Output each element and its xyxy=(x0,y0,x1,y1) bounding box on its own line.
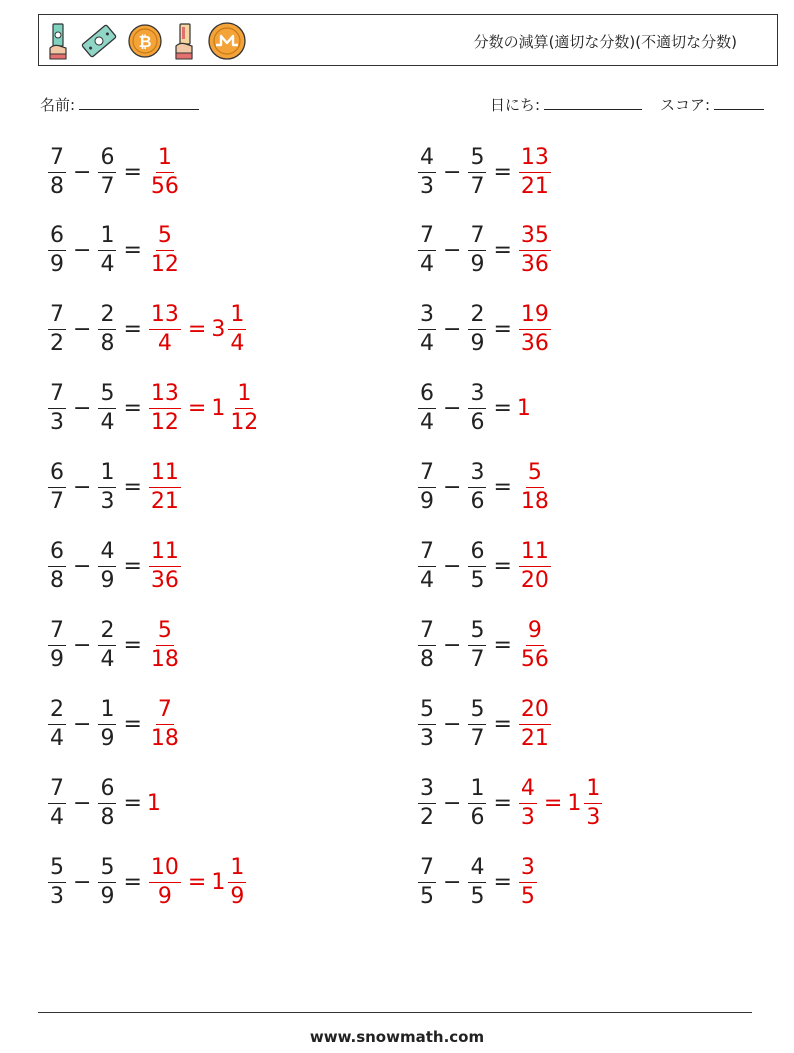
score-label: スコア: xyxy=(660,96,711,114)
answer-equals-sign: = xyxy=(187,396,207,422)
subtrahend-fraction xyxy=(98,225,116,276)
equals-sign: = xyxy=(493,159,512,185)
answer-fraction xyxy=(149,144,181,199)
minuend-fraction-denominator: 3 xyxy=(50,410,64,436)
minuend-fraction-denominator: 4 xyxy=(50,804,64,830)
mixed-whole: 1 xyxy=(567,790,582,816)
answer-fraction-numerator: 1 xyxy=(156,147,174,173)
answer-fraction-numerator: 7 xyxy=(156,699,174,725)
minuend-fraction-numerator: 5 xyxy=(48,857,66,883)
answer-fraction xyxy=(519,225,551,276)
problem-item xyxy=(46,850,248,914)
subtrahend-fraction-numerator: 1 xyxy=(468,778,486,804)
answer-fraction-numerator: 35 xyxy=(519,225,551,251)
answer-fraction-numerator: 10 xyxy=(149,857,181,883)
answer xyxy=(147,383,262,434)
minus-sign: − xyxy=(443,475,462,501)
equals-sign: = xyxy=(493,632,512,658)
minuend-fraction-denominator: 9 xyxy=(50,252,64,278)
answer-fraction xyxy=(519,541,551,592)
answer-fraction xyxy=(519,462,551,513)
answer-fraction-denominator: 5 xyxy=(520,883,535,909)
problem-item xyxy=(416,298,553,362)
subtrahend-fraction-numerator: 5 xyxy=(98,857,116,883)
subtrahend-fraction-denominator: 9 xyxy=(470,331,485,357)
equals-sign: = xyxy=(123,554,142,579)
answer xyxy=(147,304,248,355)
minuend-fraction xyxy=(48,854,66,909)
header-icons xyxy=(47,21,247,61)
answer-fraction-denominator: 12 xyxy=(150,252,179,278)
minuend-fraction-denominator: 8 xyxy=(50,568,64,593)
subtrahend-fraction-numerator: 5 xyxy=(98,383,116,409)
name-field xyxy=(40,94,199,115)
answer-fraction-numerator: 13 xyxy=(519,147,551,173)
answer xyxy=(147,617,183,672)
minuend-fraction-denominator: 9 xyxy=(420,489,434,515)
subtrahend-fraction xyxy=(98,462,116,513)
minus-sign: − xyxy=(73,396,92,422)
answer-fraction-denominator: 21 xyxy=(150,489,179,515)
minuend-fraction xyxy=(48,225,66,276)
minuend-fraction xyxy=(48,617,66,672)
subtrahend-fraction-denominator: 7 xyxy=(470,646,485,672)
minuend-fraction-numerator: 7 xyxy=(48,147,66,173)
subtrahend-fraction-numerator: 2 xyxy=(98,620,116,646)
answer-fraction-denominator: 20 xyxy=(520,568,549,593)
equals-sign: = xyxy=(123,159,142,185)
mixed-fraction xyxy=(228,304,246,355)
subtrahend-fraction-denominator: 5 xyxy=(470,883,485,909)
subtrahend-fraction-numerator: 5 xyxy=(468,147,486,173)
footer-url: www.snowmath.com xyxy=(309,1028,485,1046)
answer-fraction xyxy=(519,617,551,672)
subtrahend-fraction xyxy=(468,383,486,434)
subtrahend-fraction-denominator: 4 xyxy=(100,646,115,672)
answer xyxy=(517,304,553,355)
minus-sign: − xyxy=(443,869,462,895)
subtrahend-fraction-denominator: 9 xyxy=(100,725,115,751)
subtrahend-fraction xyxy=(98,696,116,751)
subtrahend-fraction xyxy=(98,383,116,434)
answer xyxy=(517,775,604,830)
subtrahend-fraction-numerator: 2 xyxy=(468,304,486,330)
minuend-fraction xyxy=(48,462,66,513)
minuend-fraction-numerator: 7 xyxy=(418,462,436,488)
mixed-whole: 1 xyxy=(211,396,226,422)
worksheet-title: 分数の減算(適切な分数)(不適切な分数) xyxy=(473,33,737,51)
minus-sign: − xyxy=(443,238,462,264)
answer-equals-sign: = xyxy=(187,317,207,343)
equals-sign: = xyxy=(123,396,142,422)
problem-item xyxy=(46,456,183,520)
subtrahend-fraction-denominator: 9 xyxy=(100,568,115,593)
answer xyxy=(147,225,183,276)
subtrahend-fraction-numerator: 6 xyxy=(468,541,486,567)
subtrahend-fraction-denominator: 4 xyxy=(100,410,115,436)
answer-fraction-numerator: 11 xyxy=(519,541,551,567)
answer-equals-sign: = xyxy=(187,869,207,895)
minuend-fraction-denominator: 4 xyxy=(420,331,434,357)
minus-sign: − xyxy=(73,238,92,264)
minuend-fraction-denominator: 8 xyxy=(420,646,434,672)
subtrahend-fraction-denominator: 8 xyxy=(100,804,115,830)
minuend-fraction-numerator: 7 xyxy=(418,541,436,567)
answer-fraction-numerator: 4 xyxy=(519,778,537,804)
minuend-fraction-denominator: 3 xyxy=(420,173,434,199)
answer-fraction-denominator: 18 xyxy=(520,489,549,515)
problem-item xyxy=(46,613,183,677)
minuend-fraction xyxy=(418,304,436,355)
problem-item xyxy=(416,219,553,283)
answer-fraction-denominator: 21 xyxy=(520,173,549,199)
equals-sign: = xyxy=(493,869,512,895)
answer xyxy=(147,791,162,816)
minus-sign: − xyxy=(73,869,92,895)
problem-item xyxy=(416,456,553,520)
answer-fraction-denominator: 21 xyxy=(520,725,549,751)
minuend-fraction xyxy=(418,854,436,909)
mixed-fraction-denominator: 12 xyxy=(230,410,259,436)
equals-sign: = xyxy=(493,396,512,422)
minuend-fraction-numerator: 6 xyxy=(48,462,66,488)
problem-item xyxy=(46,140,183,204)
minuend-fraction-denominator: 3 xyxy=(50,883,64,909)
equals-sign: = xyxy=(123,238,142,264)
card-hand-icon xyxy=(173,22,197,60)
problem-item xyxy=(416,377,532,441)
subtrahend-fraction-numerator: 5 xyxy=(468,699,486,725)
subtrahend-fraction xyxy=(468,144,486,199)
answer xyxy=(147,541,183,592)
answer xyxy=(147,854,248,909)
subtrahend-fraction xyxy=(468,775,486,830)
minus-sign: − xyxy=(443,711,462,737)
subtrahend-fraction xyxy=(98,144,116,199)
minuend-fraction-numerator: 2 xyxy=(48,699,66,725)
equals-sign: = xyxy=(493,711,512,737)
subtrahend-fraction-numerator: 1 xyxy=(98,699,116,725)
answer-whole: 1 xyxy=(146,790,161,816)
minus-sign: − xyxy=(73,475,92,501)
answer-fraction-numerator: 13 xyxy=(149,383,181,409)
minuend-fraction xyxy=(48,775,66,830)
minus-sign: − xyxy=(443,554,462,579)
minuend-fraction-numerator: 7 xyxy=(48,778,66,804)
subtrahend-fraction-numerator: 7 xyxy=(468,225,486,251)
minuend-fraction-numerator: 7 xyxy=(418,620,436,646)
name-blank[interactable] xyxy=(79,95,199,110)
subtrahend-fraction xyxy=(98,304,116,355)
minus-sign: − xyxy=(443,632,462,658)
subtrahend-fraction-denominator: 8 xyxy=(100,331,115,357)
minuend-fraction-numerator: 7 xyxy=(48,620,66,646)
date-field xyxy=(490,94,642,115)
minuend-fraction-numerator: 4 xyxy=(418,147,436,173)
answer-fraction-numerator: 11 xyxy=(149,462,181,488)
subtrahend-fraction-denominator: 9 xyxy=(470,252,485,278)
minuend-fraction xyxy=(48,304,66,355)
answer xyxy=(517,225,553,276)
subtrahend-fraction-denominator: 7 xyxy=(470,725,485,751)
minuend-fraction xyxy=(418,383,436,434)
minuend-fraction xyxy=(48,144,66,199)
problem-item xyxy=(46,298,248,362)
name-label: 名前: xyxy=(40,96,76,114)
minus-sign: − xyxy=(443,317,462,343)
svg-text:₿: ₿ xyxy=(138,32,152,51)
header-box xyxy=(38,14,778,66)
answer xyxy=(147,696,183,751)
answer-fraction-numerator: 13 xyxy=(149,304,181,330)
answer-fraction-numerator: 20 xyxy=(519,699,551,725)
answer-fraction-denominator: 4 xyxy=(157,331,172,357)
minuend-fraction-denominator: 4 xyxy=(420,410,434,436)
subtrahend-fraction-denominator: 6 xyxy=(470,804,485,830)
answer-fraction xyxy=(519,304,551,355)
answer-fraction-denominator: 3 xyxy=(520,804,535,830)
problem-item xyxy=(46,771,162,835)
subtrahend-fraction-denominator: 9 xyxy=(100,883,115,909)
minus-sign: − xyxy=(443,159,462,185)
answer-fraction-denominator: 56 xyxy=(150,173,179,199)
equals-sign: = xyxy=(123,632,142,658)
minuend-fraction-denominator: 5 xyxy=(420,883,434,909)
answer-fraction xyxy=(149,304,181,355)
subtrahend-fraction-denominator: 3 xyxy=(100,489,115,515)
answer-fraction-denominator: 36 xyxy=(520,252,549,278)
answer-fraction-numerator: 19 xyxy=(519,304,551,330)
minus-sign: − xyxy=(73,632,92,658)
minuend-fraction-numerator: 7 xyxy=(418,225,436,251)
answer-fraction-numerator: 9 xyxy=(526,620,544,646)
subtrahend-fraction-numerator: 6 xyxy=(98,778,116,804)
minus-sign: − xyxy=(443,790,462,816)
subtrahend-fraction xyxy=(468,462,486,513)
minuend-fraction-denominator: 4 xyxy=(420,568,434,593)
answer-fraction-numerator: 5 xyxy=(526,462,544,488)
minuend-fraction-numerator: 3 xyxy=(418,304,436,330)
answer-fraction-numerator: 5 xyxy=(156,225,174,251)
answer-fraction xyxy=(149,383,181,434)
answer-fraction xyxy=(149,225,181,276)
score-blank[interactable] xyxy=(714,95,764,110)
minuend-fraction-numerator: 6 xyxy=(48,225,66,251)
subtrahend-fraction-numerator: 3 xyxy=(468,383,486,409)
answer-whole: 1 xyxy=(516,396,531,422)
monero-coin-icon xyxy=(207,21,247,61)
answer-fraction xyxy=(519,696,551,751)
minuend-fraction-numerator: 7 xyxy=(48,304,66,330)
minuend-fraction-denominator: 7 xyxy=(50,489,64,515)
problem-item xyxy=(46,377,262,441)
minus-sign: − xyxy=(73,554,92,579)
mixed-fraction-numerator: 1 xyxy=(584,778,602,804)
subtrahend-fraction-numerator: 1 xyxy=(98,462,116,488)
date-blank[interactable] xyxy=(544,95,642,110)
answer xyxy=(517,396,532,421)
minuend-fraction-numerator: 7 xyxy=(48,383,66,409)
subtrahend-fraction xyxy=(468,304,486,355)
mixed-fraction-numerator: 1 xyxy=(228,857,246,883)
minuend-fraction xyxy=(418,462,436,513)
problem-item xyxy=(416,535,553,599)
answer-fraction-denominator: 12 xyxy=(150,410,179,436)
equals-sign: = xyxy=(123,869,142,895)
answer-fraction xyxy=(519,144,551,199)
minuend-fraction xyxy=(48,541,66,592)
answer xyxy=(517,541,553,592)
equals-sign: = xyxy=(493,475,512,501)
minuend-fraction-denominator: 2 xyxy=(50,331,64,357)
problem-item xyxy=(416,692,553,756)
minuend-fraction-numerator: 3 xyxy=(418,778,436,804)
date-label: 日にち: xyxy=(490,96,541,114)
score-field xyxy=(660,94,764,115)
problem-item xyxy=(46,535,183,599)
minuend-fraction-numerator: 6 xyxy=(48,541,66,567)
mixed-fraction xyxy=(228,383,260,434)
subtrahend-fraction xyxy=(98,617,116,672)
answer-fraction xyxy=(149,854,181,909)
answer-fraction xyxy=(149,617,181,672)
answer-fraction xyxy=(519,854,537,909)
subtrahend-fraction-denominator: 7 xyxy=(100,173,115,199)
problem-item xyxy=(416,771,604,835)
answer xyxy=(517,617,553,672)
subtrahend-fraction xyxy=(98,854,116,909)
bitcoin-coin-icon xyxy=(127,23,163,59)
minuend-fraction-denominator: 9 xyxy=(50,646,64,672)
minuend-fraction-numerator: 6 xyxy=(418,383,436,409)
answer xyxy=(517,144,553,199)
minuend-fraction-denominator: 3 xyxy=(420,725,434,751)
answer xyxy=(517,462,553,513)
problem-item xyxy=(46,219,183,283)
minus-sign: − xyxy=(73,159,92,185)
banknote-icon xyxy=(81,23,117,59)
subtrahend-fraction-denominator: 6 xyxy=(470,489,485,515)
equals-sign: = xyxy=(493,317,512,343)
money-hand-icon xyxy=(47,22,71,60)
subtrahend-fraction-numerator: 1 xyxy=(98,225,116,251)
answer-fraction-denominator: 36 xyxy=(150,568,179,593)
equals-sign: = xyxy=(493,554,512,579)
minuend-fraction xyxy=(418,144,436,199)
answer-fraction xyxy=(519,775,537,830)
mixed-fraction-denominator: 3 xyxy=(586,804,601,830)
problem-item xyxy=(416,850,539,914)
answer-fraction xyxy=(149,696,181,751)
answer xyxy=(147,144,183,199)
subtrahend-fraction-numerator: 4 xyxy=(468,857,486,883)
minuend-fraction xyxy=(418,696,436,751)
subtrahend-fraction-numerator: 5 xyxy=(468,620,486,646)
subtrahend-fraction-denominator: 6 xyxy=(470,410,485,436)
answer xyxy=(517,854,539,909)
mixed-fraction xyxy=(228,854,246,909)
subtrahend-fraction xyxy=(98,541,116,592)
mixed-fraction-numerator: 1 xyxy=(228,304,246,330)
answer-fraction-denominator: 18 xyxy=(150,725,179,751)
answer-fraction-denominator: 18 xyxy=(150,646,179,672)
minuend-fraction xyxy=(418,541,436,592)
answer-fraction-denominator: 36 xyxy=(520,331,549,357)
problem-item xyxy=(416,613,553,677)
minus-sign: − xyxy=(73,711,92,737)
minuend-fraction-denominator: 4 xyxy=(50,725,64,751)
minus-sign: − xyxy=(73,790,92,816)
answer xyxy=(147,462,183,513)
mixed-whole: 3 xyxy=(211,317,226,343)
mixed-fraction-numerator: 1 xyxy=(235,383,253,409)
equals-sign: = xyxy=(493,238,512,264)
equals-sign: = xyxy=(123,711,142,737)
subtrahend-fraction xyxy=(468,854,486,909)
minuend-fraction xyxy=(48,383,66,434)
subtrahend-fraction-numerator: 4 xyxy=(98,541,116,567)
subtrahend-fraction xyxy=(468,617,486,672)
subtrahend-fraction xyxy=(468,696,486,751)
mixed-whole: 1 xyxy=(211,869,226,895)
minuend-fraction xyxy=(48,696,66,751)
equals-sign: = xyxy=(123,790,142,816)
minuend-fraction-numerator: 5 xyxy=(418,699,436,725)
subtrahend-fraction xyxy=(468,225,486,276)
minuend-fraction xyxy=(418,775,436,830)
equals-sign: = xyxy=(123,317,142,343)
minuend-fraction-denominator: 4 xyxy=(420,252,434,278)
mixed-fraction-denominator: 4 xyxy=(230,331,245,357)
problem-item xyxy=(46,692,183,756)
mixed-fraction xyxy=(584,775,602,830)
subtrahend-fraction-denominator: 4 xyxy=(100,252,115,278)
answer-fraction-denominator: 56 xyxy=(520,646,549,672)
minus-sign: − xyxy=(443,396,462,422)
equals-sign: = xyxy=(493,790,512,816)
answer-fraction-numerator: 5 xyxy=(156,620,174,646)
minuend-fraction xyxy=(418,225,436,276)
answer-equals-sign: = xyxy=(543,790,563,816)
answer-fraction-numerator: 3 xyxy=(519,857,537,883)
minuend-fraction xyxy=(418,617,436,672)
subtrahend-fraction-numerator: 6 xyxy=(98,147,116,173)
mixed-fraction-denominator: 9 xyxy=(230,883,245,909)
minus-sign: − xyxy=(73,317,92,343)
answer xyxy=(517,696,553,751)
minuend-fraction-denominator: 8 xyxy=(50,173,64,199)
subtrahend-fraction-numerator: 3 xyxy=(468,462,486,488)
footer-rule xyxy=(38,1012,752,1013)
subtrahend-fraction-denominator: 5 xyxy=(470,568,485,593)
answer-fraction-denominator: 9 xyxy=(157,883,172,909)
answer-fraction xyxy=(149,462,181,513)
subtrahend-fraction xyxy=(468,541,486,592)
equals-sign: = xyxy=(123,475,142,501)
answer-fraction-numerator: 11 xyxy=(149,541,181,567)
problem-item xyxy=(416,140,553,204)
answer-fraction xyxy=(149,541,181,592)
minuend-fraction-numerator: 7 xyxy=(418,857,436,883)
subtrahend-fraction xyxy=(98,775,116,830)
minuend-fraction-denominator: 2 xyxy=(420,804,434,830)
subtrahend-fraction-denominator: 7 xyxy=(470,173,485,199)
subtrahend-fraction-numerator: 2 xyxy=(98,304,116,330)
